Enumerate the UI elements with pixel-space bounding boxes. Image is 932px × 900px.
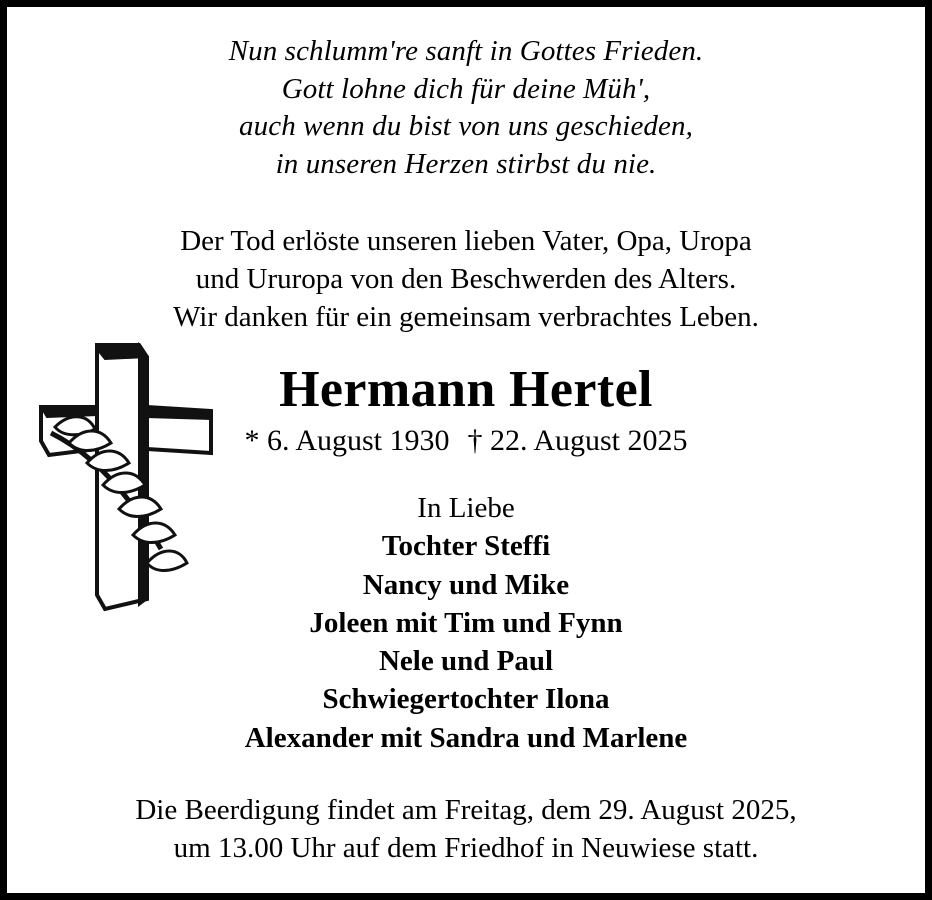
poem-line: Nun schlumm're sanft in Gottes Frieden. <box>228 35 704 67</box>
mourner-line: Nele und Paul <box>378 645 554 678</box>
mourner-line: Schwiegertochter Ilona <box>322 683 610 716</box>
intro-text <box>37 222 895 337</box>
intro-line: Wir danken für ein gemeinsam verbrachtes Leben. <box>173 301 759 334</box>
intro-line: und Ururopa von den Beschwerden des Alters. <box>195 263 737 296</box>
deceased-name: Hermann Hertel <box>279 360 653 418</box>
birth-date: * 6. August 1930 <box>244 424 450 458</box>
mourner-line: Alexander mit Sandra und Marlene <box>244 721 688 754</box>
mourners-lead: In Liebe <box>417 492 515 525</box>
intro-line: Der Tod erlöste unseren lieben Vater, Opa, Uropa <box>180 224 752 257</box>
mourner-line: Nancy und Mike <box>362 568 570 601</box>
poem-line: in unseren Herzen stirbst du nie. <box>275 148 657 181</box>
mourner-line: Tochter Steffi <box>381 530 551 563</box>
poem-verse <box>37 33 895 184</box>
funeral-details <box>37 791 895 868</box>
funeral-line: um 13.00 Uhr auf dem Friedhof in Neuwiese statt. <box>173 832 759 865</box>
mourner-line: Joleen mit Tim und Fynn <box>309 606 623 639</box>
poem-line: auch wenn du bist von uns geschieden, <box>239 110 693 143</box>
funeral-line: Die Beerdigung findet am Freitag, dem 29. August 2025, <box>135 794 797 826</box>
cross-with-palm-branch-icon <box>35 337 215 617</box>
poem-line: Gott lohne dich für deine Müh', <box>281 72 651 105</box>
death-date: † 22. August 2025 <box>467 424 688 458</box>
